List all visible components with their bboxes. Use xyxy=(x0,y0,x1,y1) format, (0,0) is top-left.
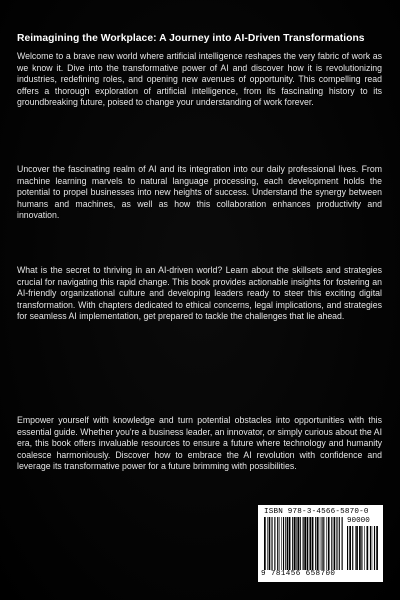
addon-bar xyxy=(372,526,373,570)
addon-bar xyxy=(349,526,351,570)
ean-bar xyxy=(279,517,280,570)
ean-bar xyxy=(289,517,291,570)
ean-bar xyxy=(336,517,337,570)
addon-bar xyxy=(376,526,378,570)
ean-bar xyxy=(281,517,282,570)
addon-bar xyxy=(356,526,358,570)
ean-bar xyxy=(269,517,271,570)
ean-bar xyxy=(304,517,306,570)
addon-bar xyxy=(374,526,375,570)
blurb-paragraph-3: What is the secret to thriving in an AI-driven world? Learn about the skillsets and strategies crucial for navigating this rapid change. This book provides actionable insights for fostering an AI-friendly organizational culture and developing leaders ready to steer this exciting digital transformation. With chapters dedicated to ethical concerns, legal implications, and strategies for seamless AI implementation, get prepared to tackle the challenges that lie ahead. xyxy=(17,265,382,322)
ean-bar xyxy=(264,517,266,570)
addon-bar xyxy=(367,526,369,570)
isbn-label: ISBN 978-3-4566-5870-0 xyxy=(264,508,369,516)
ean-bar xyxy=(267,517,268,570)
ean-digits: 9 781456 658700 xyxy=(261,570,336,578)
ean-bar xyxy=(287,517,288,570)
ean-bar xyxy=(277,517,278,570)
ean-bar xyxy=(312,517,314,570)
blurb-paragraph-4: Empower yourself with knowledge and turn potential obstacles into opportunities with this essential guide. Whether you're a business leader, an innovator, or simply curious about the AI era, this book offers invaluable resources to ensure a future where technology and humanity coalesce harmoniously. Discover how to embrace the AI revolution with confidence and leverage its transformative power for a future brimming with possibilities. xyxy=(17,415,383,472)
ean-bar xyxy=(285,517,286,570)
ean-bar xyxy=(323,517,324,570)
ean-bar xyxy=(303,517,304,570)
blurb-paragraph-1: Welcome to a brave new world where artificial intelligence reshapes the very fabric of work as we know it. Dive into the transformative power of AI and discover how it is revolutionizing industries, redefining roles, and opening new avenues of opportunity. This compelling read offers a thorough exploration of artificial intelligence, from its fascinating history to its groundbreaking future, poised to change your understanding of work forever. xyxy=(17,51,382,108)
ean-bar xyxy=(315,517,316,570)
ean-bar xyxy=(300,517,301,570)
ean-bar xyxy=(309,517,311,570)
addon-bar xyxy=(347,526,348,570)
ean-bar xyxy=(320,517,321,570)
book-title: Reimagining the Workplace: A Journey into AI-Driven Transformations xyxy=(17,33,365,44)
ean-bar xyxy=(283,517,284,570)
addon-bar xyxy=(364,526,365,570)
ean-bar xyxy=(339,517,340,570)
ean-bar xyxy=(331,517,332,570)
ean-bar xyxy=(326,517,327,570)
addon-bar xyxy=(359,526,361,570)
ean-bar xyxy=(307,517,309,570)
addon-bar xyxy=(370,526,371,570)
ean-bar xyxy=(296,517,297,570)
isbn-barcode-box xyxy=(258,505,383,582)
ean-bar xyxy=(297,517,299,570)
ean-bar xyxy=(342,517,343,570)
ean-barcode-bars xyxy=(264,517,344,570)
ean-bar xyxy=(328,517,330,570)
addon-bar xyxy=(355,526,356,570)
addon-bar xyxy=(361,526,362,570)
price-code: 90000 xyxy=(347,517,370,525)
ean-bar xyxy=(271,517,272,570)
ean-bar xyxy=(292,517,293,570)
addon-barcode-bars xyxy=(347,526,378,570)
ean-bar xyxy=(322,517,323,570)
ean-bar xyxy=(317,517,319,570)
ean-bar xyxy=(334,517,336,570)
ean-bar xyxy=(274,517,275,570)
blurb-paragraph-2: Uncover the fascinating realm of AI and its integration into our daily professional lives. From machine learning marvels to natural language processing, each development holds the potential to propel businesses into new heights of success. Understand the synergy between humans and machines, as well as how this collaboration enhances productivity and innovation. xyxy=(17,164,382,221)
addon-bar xyxy=(352,526,353,570)
ean-bar xyxy=(294,517,296,570)
